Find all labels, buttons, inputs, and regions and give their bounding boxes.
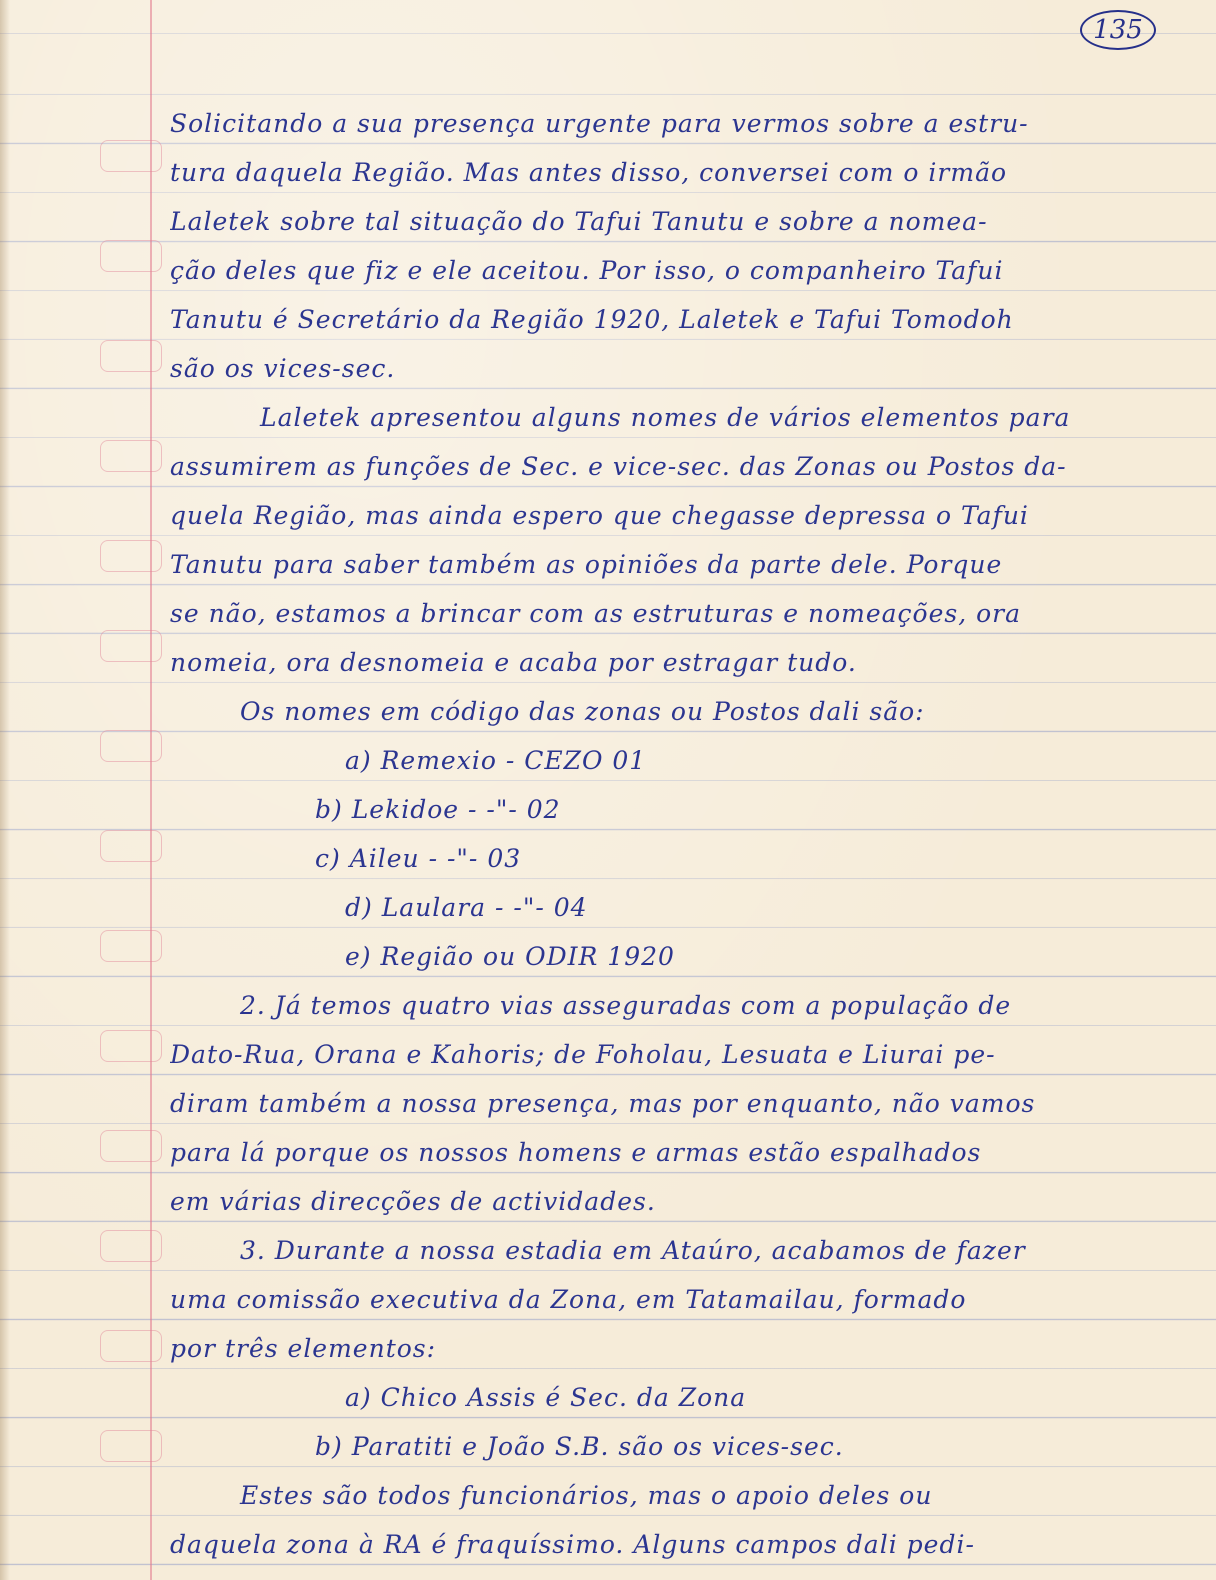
punch-hole-mark: [100, 140, 162, 172]
text-line: 2. Já temos quatro vias asseguradas com a população de: [240, 991, 1012, 1020]
list-item: e) Região ou ODIR 1920: [345, 942, 675, 971]
page-number: 135: [1080, 10, 1156, 50]
punch-hole-mark: [100, 540, 162, 572]
handwritten-text: [170, 99, 1200, 1569]
text-line: ção deles que fiz e ele aceitou. Por isso, o companheiro Tafui: [170, 256, 1004, 285]
punch-hole-mark: [100, 830, 162, 862]
text-line: são os vices-sec.: [170, 354, 396, 383]
text-line: nomeia, ora desnomeia e acaba por estragar tudo.: [170, 648, 857, 677]
list-item: d) Laulara - -"- 04: [345, 893, 588, 922]
list-item: a) Remexio - CEZO 01: [345, 746, 647, 775]
list-item: c) Aileu - -"- 03: [315, 844, 522, 873]
punch-hole-mark: [100, 1430, 162, 1462]
text-line: Laletek sobre tal situação do Tafui Tanutu e sobre a nomea-: [170, 207, 988, 236]
text-line: por três elementos:: [170, 1334, 437, 1363]
text-line: uma comissão executiva da Zona, em Tatamailau, formado: [170, 1285, 967, 1314]
text-line: se não, estamos a brincar com as estruturas e nomeações, ora: [170, 599, 1022, 628]
text-line: Os nomes em código das zonas ou Postos dali são:: [240, 697, 925, 726]
text-line: 3. Durante a nossa estadia em Ataúro, acabamos de fazer: [240, 1236, 1026, 1265]
punch-hole-mark: [100, 1330, 162, 1362]
text-line: quela Região, mas ainda espero que chegasse depressa o Tafui: [170, 501, 1029, 530]
text-line: Dato-Rua, Orana e Kahoris; de Foholau, Lesuata e Liurai pe-: [170, 1040, 996, 1069]
punch-hole-mark: [100, 440, 162, 472]
text-line: Tanutu para saber também as opiniões da parte dele. Porque: [170, 550, 1003, 579]
list-item: b) Lekidoe - -"- 02: [315, 795, 561, 824]
text-line: daquela zona à RA é fraquíssimo. Alguns campos dali pedi-: [170, 1530, 975, 1559]
text-line: diram também a nossa presença, mas por enquanto, não vamos: [170, 1089, 1036, 1118]
text-line: Estes são todos funcionários, mas o apoio deles ou: [240, 1481, 933, 1510]
text-line: Solicitando a sua presença urgente para vermos sobre a estru-: [170, 109, 1029, 138]
punch-hole-mark: [100, 1030, 162, 1062]
list-item: b) Paratiti e João S.B. são os vices-sec.: [315, 1432, 844, 1461]
text-line: Tanutu é Secretário da Região 1920, Laletek e Tafui Tomodoh: [170, 305, 1014, 334]
text-line: Laletek apresentou alguns nomes de vários elementos para: [260, 403, 1071, 432]
text-line: para lá porque os nossos homens e armas estão espalhados: [170, 1138, 982, 1167]
list-item: a) Chico Assis é Sec. da Zona: [345, 1383, 747, 1412]
punch-hole-mark: [100, 240, 162, 272]
punch-hole-mark: [100, 630, 162, 662]
text-line: assumirem as funções de Sec. e vice-sec. das Zonas ou Postos da-: [170, 452, 1067, 481]
punch-hole-mark: [100, 340, 162, 372]
punch-hole-mark: [100, 930, 162, 962]
text-line: tura daquela Região. Mas antes disso, conversei com o irmão: [170, 158, 1008, 187]
text-line: em várias direcções de actividades.: [170, 1187, 656, 1216]
punch-hole-mark: [100, 1230, 162, 1262]
punch-hole-mark: [100, 1130, 162, 1162]
page-edge-shadow: [0, 0, 10, 1580]
punch-hole-mark: [100, 730, 162, 762]
